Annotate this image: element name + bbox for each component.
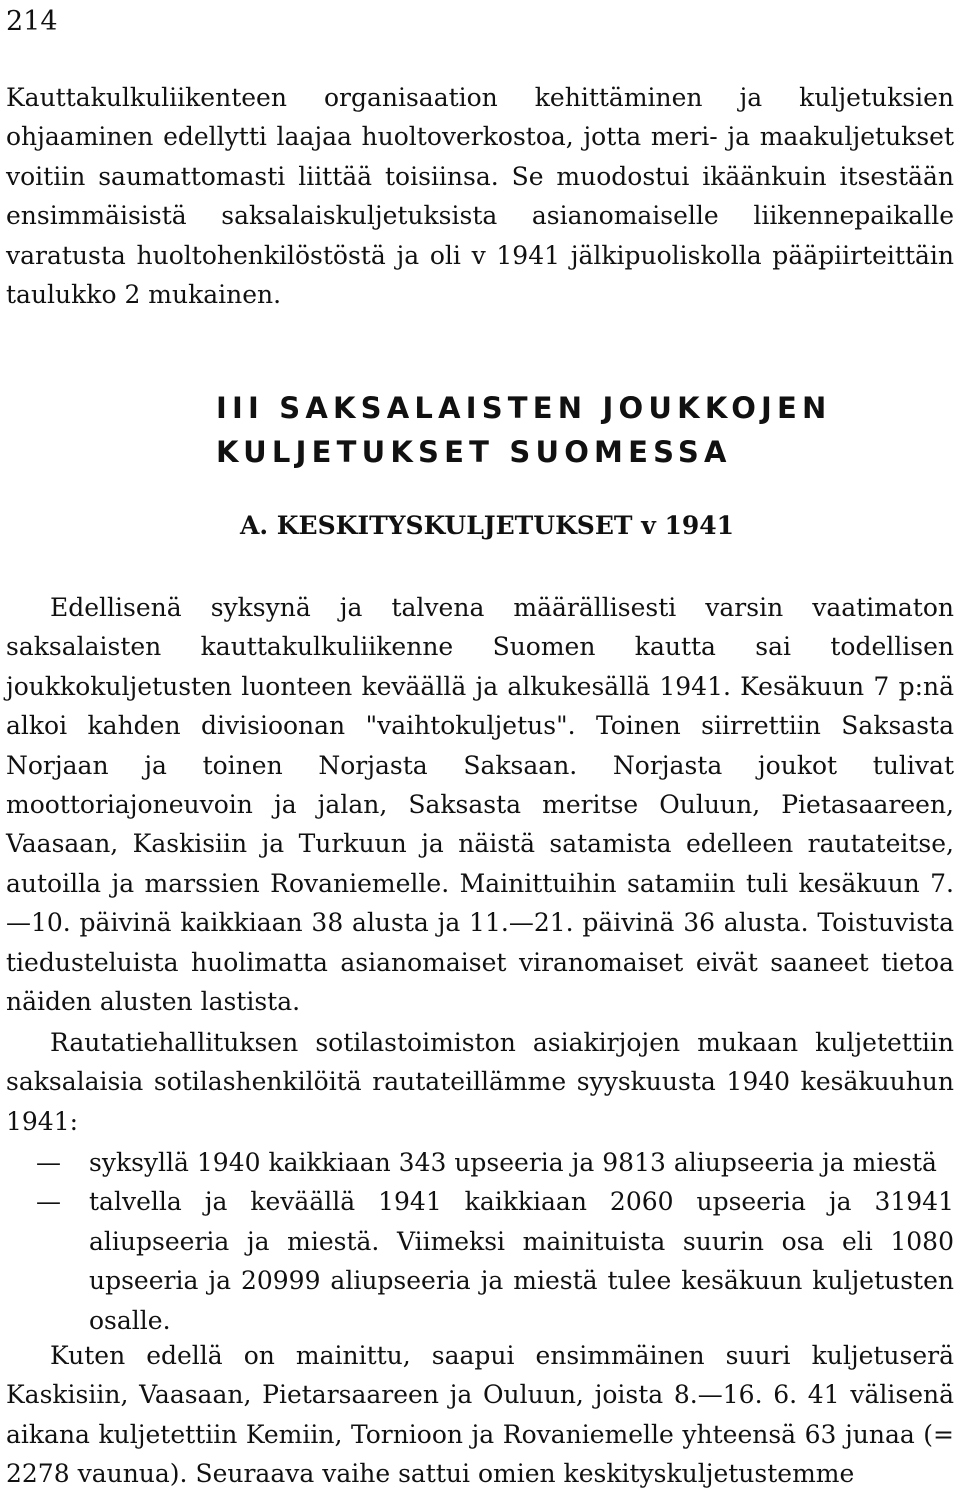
section-heading: III SAKSALAISTEN JOUKKOJEN KULJETUKSET SUOMESSA — [216, 391, 832, 469]
transport-count-list — [36, 1143, 954, 1340]
paragraph-troop-transports-1941: Edellisenä syksynä ja talvena määrällisesti varsin vaatimaton saksalaisten kauttakulkuliikenne Suomen kautta sai todellisen joukkokuljetusten luonteen keväällä ja alkukesällä 1941. Kesäkuun 7 p:nä alkoi kahden divisioonan "vaihtokuljetus". Toinen siirrettiin Saksasta Norjaan ja toinen Norjasta Saksaan. Norjasta joukot tulivat moottoriajoneuvoin ja jalan, Saksasta meritse Ouluun, Pietasaareen, Vaasaan, Kaskisiin ja Turkuun ja näistä satamista edelleen rautateitse, autoilla ja marssien Rovaniemelle. Mainittuihin satamiin tuli kesäkuun 7.—10. päivinä kaikkiaan 38 alusta ja 11.—21. päivinä 36 alusta. Toistuvista tiedusteluista huolimatta asianomaiset viranomaiset eivät saaneet tietoa näiden alusten lastista. — [6, 593, 954, 1017]
list-item — [36, 1143, 954, 1182]
page-number: 214 — [6, 6, 58, 37]
list-item-text: talvella ja keväällä 1941 kaikkiaan 2060 upseeria ja 31941 aliupseeria ja miestä. Viimeksi mainituista suurin osa eli 1080 upseeria ja 20999 aliupseeria ja miestä tulee kesäkuun kuljetusten osalle. — [89, 1187, 954, 1335]
list-item-text: syksyllä 1940 kaikkiaan 343 upseeria ja 9813 aliupseeria ja miestä — [89, 1148, 937, 1177]
list-item — [36, 1182, 954, 1340]
paragraph-railway-records: Rautatiehallituksen sotilastoimiston asiakirjojen mukaan kuljetettiin saksalaisia sotilashenkilöitä rautateillämme syyskuusta 1940 kesäkuuhun 1941: — [6, 1028, 954, 1136]
subsection-heading: A. KESKITYSKULJETUKSET v 1941 — [240, 511, 735, 540]
paragraph-first-shipment: Kuten edellä on mainittu, saapui ensimmäinen suuri kuljetuserä Kaskisiin, Vaasaan, Pietarsaareen ja Ouluun, joista 8.—16. 6. 41 välisenä aikana kuljetettiin Kemiin, Tornioon ja Rovaniemelle yhteensä 63 junaa (= 2278 vaunua). Seuraava vaihe sattui omien keskityskuljetustemme — [6, 1341, 954, 1489]
list-dash: — — [36, 1187, 61, 1217]
paragraph-transit-organisation: Kauttakulkuliikenteen organisaation kehittäminen ja kuljetuksien ohjaaminen edellytti laajaa huoltoverkostoa, jotta meri- ja maakuljetukset voitiin saumattomasti liittää toisiinsa. Se muodostui ikäänkuin itsestään ensimmäisistä saksalaiskuljetuksista asianomaiselle liikennepaikalle varatusta huoltohenkilöstöstä ja oli v 1941 jälkipuoliskolla pääpiirteittäin taulukko 2 mukainen. — [6, 83, 954, 310]
list-dash: — — [36, 1148, 61, 1177]
